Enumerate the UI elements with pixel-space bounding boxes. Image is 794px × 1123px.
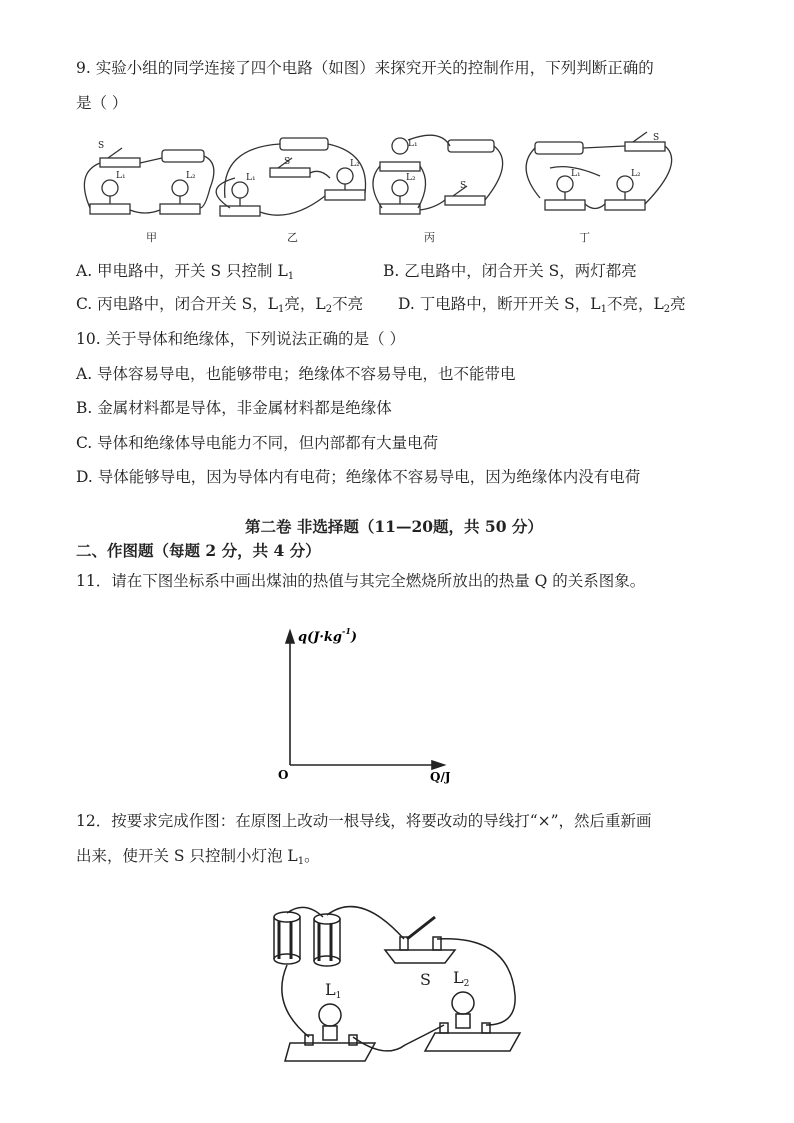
circuit-jia-l1-label: L₁ xyxy=(116,171,126,181)
circuit-ding-l2-label: L₂ xyxy=(631,169,641,179)
x-axis-arrow-icon xyxy=(432,761,444,769)
q10-option-a: A. 导体容易导电，也能够带电；绝缘体不容易导电，也不能带电 xyxy=(76,365,516,383)
q12-stem-line2: 出来，使开关 S 只控制小灯泡 $L_1$。 xyxy=(76,847,320,867)
q10-option-b: B. 金属材料都是导体，非金属材料都是绝缘体 xyxy=(76,399,392,417)
circuit-bing-l2-label: L₂ xyxy=(406,173,416,183)
q11-coordinate-axes[interactable] xyxy=(270,615,470,785)
circuit-ding-s-label: S xyxy=(653,133,660,143)
origin-label: O xyxy=(278,768,289,782)
x-axis-label: Q/J xyxy=(430,770,451,784)
switch-s xyxy=(385,917,455,963)
lamp-l2 xyxy=(425,992,520,1051)
q10-option-d: D. 导体能够导电，因为导体内有电荷；绝缘体不容易导电，因为绝缘体内没有电荷 xyxy=(76,468,641,486)
fig-label-ding: 丁 xyxy=(579,231,590,244)
circuit-yi xyxy=(216,138,365,216)
circuit-ding-l1-label: L₁ xyxy=(571,169,581,179)
q9-circuit-figures xyxy=(70,128,720,246)
q10-option-c: C. 导体和绝缘体导电能力不同，但内部都有大量电荷 xyxy=(76,434,439,452)
circuit-jia-l2-label: L₂ xyxy=(186,171,196,181)
q12-stem-line1: 12．按要求完成作图：在原图上改动一根导线，将要改动的导线打“×”，然后重新画 xyxy=(76,812,652,830)
circuit-jia-s-label: S xyxy=(98,141,105,151)
lamp-l1 xyxy=(285,1004,375,1061)
wire-battery-switch[interactable] xyxy=(327,907,404,939)
q10-stem: 10. 关于导体和绝缘体，下列说法正确的是（ ） xyxy=(76,330,406,348)
circuit-bing-l1-label: L₁ xyxy=(408,139,418,149)
switch-label: S xyxy=(420,970,431,989)
lamp2-label: L2 xyxy=(453,968,470,989)
section2-title: 第二卷 非选择题（11—20题，共 50 分） xyxy=(245,517,543,536)
circuit-yi-l2-label: L₂ xyxy=(350,159,360,169)
q11-stem: 11．请在下图坐标系中画出煤油的热值与其完全燃烧所放出的热量 Q 的关系图象。 xyxy=(76,572,646,590)
q9-option-c: C. 丙电路中，闭合开关 S，$L_1$亮，$L_2$不亮 xyxy=(76,295,364,315)
y-axis-label: $q(J\cdot kg^{-1})$ xyxy=(298,626,358,645)
y-axis-arrow-icon xyxy=(286,631,294,643)
fig-label-bing: 丙 xyxy=(424,231,435,244)
circuit-yi-s-label: S xyxy=(284,157,291,167)
q9-stem-line1: 9. 实验小组的同学连接了四个电路（如图）来探究开关的控制作用，下列判断正确的 xyxy=(76,59,654,77)
section2-part-heading: 二、作图题（每题 2 分，共 4 分） xyxy=(76,541,321,560)
wire-lamp1-lamp2[interactable] xyxy=(353,1025,444,1051)
battery-1 xyxy=(274,912,300,964)
wire-switch-lamp2[interactable] xyxy=(437,939,515,1025)
circuit-bing-s-label: S xyxy=(460,181,467,191)
circuit-ding xyxy=(526,132,672,210)
circuit-jia xyxy=(84,148,213,214)
q9-option-a: A. 甲电路中，开关 S 只控制 $L_1$ xyxy=(76,262,295,282)
fig-label-yi: 乙 xyxy=(287,231,298,244)
circuit-bing xyxy=(373,135,503,214)
q9-stem-line2: 是（ ） xyxy=(76,94,128,112)
wire-battery-lamp1[interactable] xyxy=(282,965,309,1037)
q9-option-b: B. 乙电路中，闭合开关 S，两灯都亮 xyxy=(383,262,637,280)
q9-option-d: D. 丁电路中，断开开关 S，$L_1$不亮，$L_2$亮 xyxy=(398,295,686,315)
lamp1-label: L1 xyxy=(325,980,342,1001)
fig-label-jia: 甲 xyxy=(146,231,157,244)
q12-circuit-diagram[interactable] xyxy=(265,895,535,1075)
battery-2 xyxy=(314,914,340,966)
circuit-yi-l1-label: L₁ xyxy=(246,173,256,183)
